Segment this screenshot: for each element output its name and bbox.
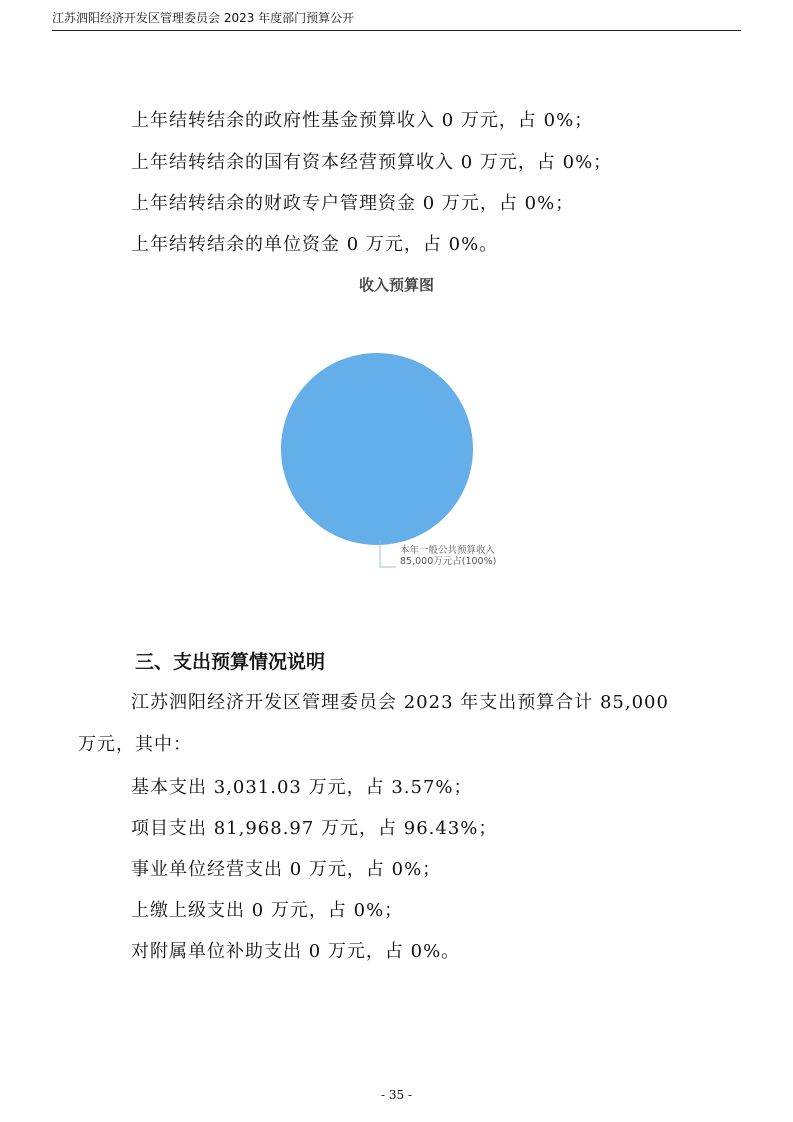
expenditure-item: 项目支出 81,968.97 万元，占 96.43%； <box>131 818 498 839</box>
income-line: 上年结转结余的政府性基金预算收入 0 万元，占 0%； <box>131 110 594 131</box>
chart-title: 收入预算图 <box>358 276 434 294</box>
income-pie-chart <box>280 350 520 580</box>
pie-value-label: 85,000万元占(100%) <box>400 556 497 567</box>
expenditure-intro-cont: 万元，其中： <box>78 734 192 755</box>
income-line: 上年结转结余的国有资本经营预算收入 0 万元，占 0%； <box>131 152 613 173</box>
expenditure-intro: 江苏泗阳经济开发区管理委员会 2023 年支出预算合计 85,000 <box>131 692 669 713</box>
expenditure-item: 基本支出 3,031.03 万元，占 3.57%； <box>131 777 473 798</box>
expenditure-item: 上缴上级支出 0 万元，占 0%； <box>131 900 404 921</box>
expenditure-item: 对附属单位补助支出 0 万元，占 0%。 <box>131 941 461 962</box>
page-number: - 35 - <box>380 1088 412 1102</box>
income-line: 上年结转结余的单位资金 0 万元，占 0%。 <box>131 234 499 255</box>
income-line: 上年结转结余的财政专户管理资金 0 万元，占 0%； <box>131 193 575 214</box>
pie-label: 本年一般公共预算收入 <box>400 545 496 556</box>
section-heading: 三、支出预算情况说明 <box>135 651 326 673</box>
pie-slice <box>281 353 473 545</box>
expenditure-item: 事业单位经营支出 0 万元，占 0%； <box>131 859 442 880</box>
page-header: 江苏泗阳经济开发区管理委员会 2023 年度部门预算公开 <box>52 8 741 31</box>
